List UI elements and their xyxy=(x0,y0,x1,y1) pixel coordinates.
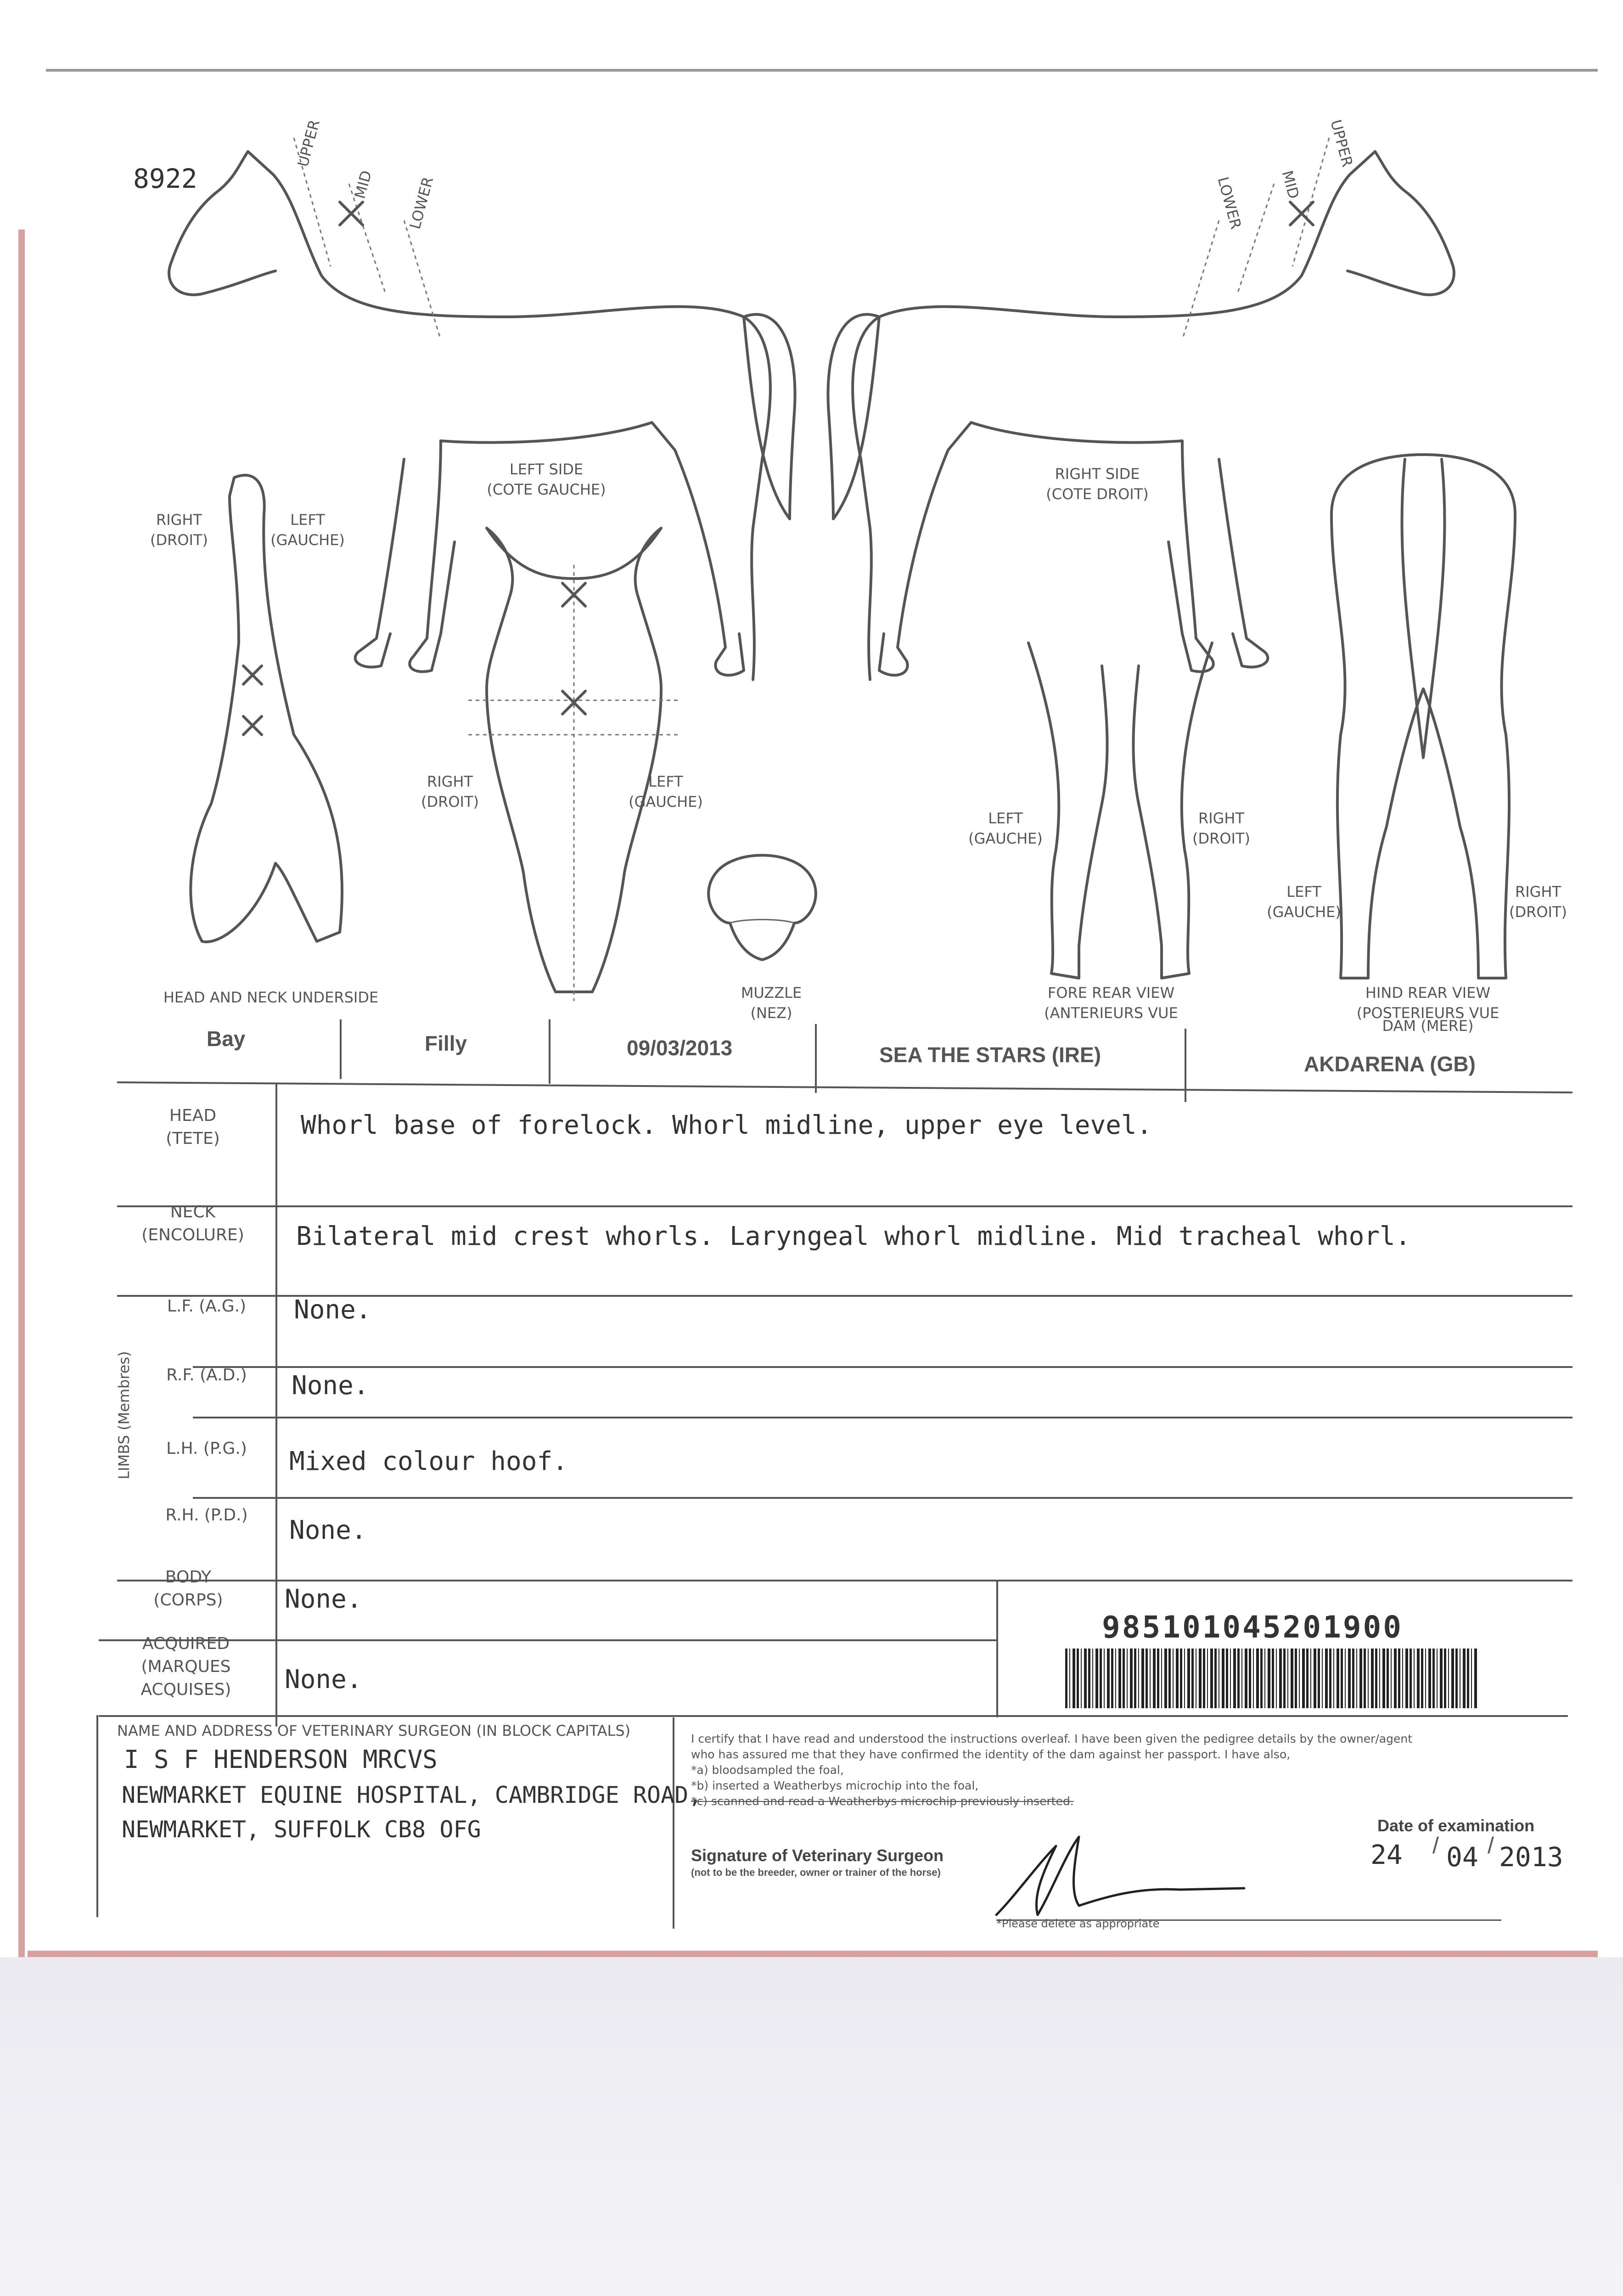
label-underside-right: RIGHT (DROIT) xyxy=(150,511,208,549)
vet-divider xyxy=(673,1717,674,1929)
rf-label: R.F. (A.D.) xyxy=(166,1366,247,1384)
label-upper: UPPER xyxy=(294,118,324,169)
label-lower: LOWER xyxy=(406,175,437,231)
microchip-barcode xyxy=(1065,1649,1478,1708)
table-top-line xyxy=(117,1081,1572,1093)
colour-value: Bay xyxy=(207,1027,246,1051)
label-mid-right: MID xyxy=(1278,169,1303,201)
neck-label: NECK (ENCOLURE) xyxy=(141,1203,244,1244)
head-markings: Whorl base of forelock. Whorl midline, upper eye level. xyxy=(301,1110,1152,1140)
head-label: HEAD (TETE) xyxy=(166,1106,220,1148)
acquired-markings: None. xyxy=(285,1665,362,1694)
body-box-right xyxy=(996,1580,998,1717)
cert-option-c: *c) scanned and read a Weatherbys microchip previously inserted. xyxy=(691,1795,1074,1808)
vet-line-3: NEWMARKET, SUFFOLK CB8 OFG xyxy=(122,1816,481,1843)
label-dam: DAM (MERE) xyxy=(1382,1017,1474,1035)
microchip-number: 985101045201900 xyxy=(1102,1609,1404,1645)
label-right-side: RIGHT SIDE (COTE DROIT) xyxy=(1046,465,1149,503)
right-side-horse-diagram xyxy=(828,152,1454,680)
cert-option-a: *a) bloodsampled the foal, xyxy=(691,1763,844,1777)
vet-line-1: I S F HENDERSON MRCVS xyxy=(124,1745,438,1774)
cert-line-2: who has assured me that they have confirmed the identity of the dam against her passport. I have also, xyxy=(691,1748,1291,1761)
rh-label: R.H. (P.D.) xyxy=(165,1506,248,1525)
neck-section-guides xyxy=(294,138,1329,340)
face-front-diagram xyxy=(468,528,680,1001)
cert-option-b: *b) inserted a Weatherbys microchip into the foal, xyxy=(691,1779,979,1792)
date-label: Date of examination xyxy=(1377,1816,1535,1835)
signature-note: (not to be the breeder, owner or trainer of the horse) xyxy=(691,1867,941,1878)
form-number: 8922 xyxy=(133,163,197,194)
date-month: 04 xyxy=(1446,1841,1478,1873)
rf-markings: None. xyxy=(292,1371,369,1401)
label-hind-rear-view: HIND REAR VIEW (POSTERIEURS VUE xyxy=(1356,984,1499,1022)
label-mid: MID xyxy=(351,169,376,201)
label-underside-left: LEFT (GAUCHE) xyxy=(270,511,345,549)
date-day: 24 xyxy=(1370,1839,1403,1870)
label-fore-rear-view: FORE REAR VIEW (ANTERIEURS VUE xyxy=(1044,984,1178,1022)
label-face-right: RIGHT (DROIT) xyxy=(421,773,479,810)
body-label: BODY (CORPS) xyxy=(153,1568,223,1609)
label-fore-right: RIGHT (DROIT) xyxy=(1192,810,1250,847)
scan-bottom-edge xyxy=(28,1951,1598,1957)
table-label-divider xyxy=(275,1084,277,1727)
label-muzzle: MUZZLE (NEZ) xyxy=(741,984,802,1022)
rf-row-line xyxy=(193,1417,1572,1418)
label-head-neck-underside: HEAD AND NECK UNDERSIDE xyxy=(163,989,379,1006)
vet-left-border xyxy=(96,1715,98,1917)
lh-markings: Mixed colour hoof. xyxy=(289,1446,568,1476)
id-divider-1 xyxy=(340,1019,342,1079)
date-sep-1: / xyxy=(1432,1833,1439,1858)
rh-row-line xyxy=(117,1580,1572,1581)
cert-line-1: I certify that I have read and understood the instructions overleaf. I have been given the pedigree details by the owner/agent xyxy=(691,1732,1413,1745)
vet-top-line xyxy=(99,1715,1568,1717)
label-face-left: LEFT (GAUCHE) xyxy=(629,773,703,810)
body-markings: None. xyxy=(285,1584,362,1614)
signature-label: Signature of Veterinary Surgeon xyxy=(691,1846,944,1865)
vet-line-2: NEWMARKET EQUINE HOSPITAL, CAMBRIDGE ROAD, xyxy=(122,1782,702,1808)
vet-header: NAME AND ADDRESS OF VETERINARY SURGEON (IN BLOCK CAPITALS) xyxy=(117,1722,631,1739)
left-side-horse-diagram xyxy=(169,152,795,680)
scan-bottom-shadow xyxy=(0,1957,1623,2296)
delete-note: *Please delete as appropriate xyxy=(996,1917,1160,1930)
dam-value: AKDARENA (GB) xyxy=(1304,1052,1476,1076)
id-divider-4 xyxy=(1185,1029,1186,1102)
dob-value: 09/03/2013 xyxy=(627,1036,733,1060)
lf-markings: None. xyxy=(294,1295,371,1325)
rh-markings: None. xyxy=(289,1515,367,1545)
lh-label: L.H. (P.G.) xyxy=(166,1439,247,1458)
lh-row-line xyxy=(193,1497,1572,1499)
lf-row-line xyxy=(193,1366,1572,1368)
date-sep-2: / xyxy=(1488,1833,1494,1858)
label-left-side: LEFT SIDE (COTE GAUCHE) xyxy=(487,461,606,498)
id-divider-2 xyxy=(549,1019,550,1084)
lf-label: L.F. (A.G.) xyxy=(167,1297,247,1316)
neck-markings: Bilateral mid crest whorls. Laryngeal whorl midline. Mid tracheal whorl. xyxy=(296,1221,1411,1251)
cert-text xyxy=(691,1731,1412,1809)
acquired-label: ACQUIRED (MARQUES ACQUISES) xyxy=(140,1634,231,1699)
label-hind-right: RIGHT (DROIT) xyxy=(1509,883,1567,921)
hind-rear-view-diagram xyxy=(1331,455,1515,978)
label-upper-right: UPPER xyxy=(1327,118,1357,169)
label-hind-left: LEFT (GAUCHE) xyxy=(1267,883,1341,921)
identification-diagrams xyxy=(0,0,1623,1038)
muzzle-diagram xyxy=(708,855,816,960)
limbs-label: LIMBS (Membres) xyxy=(115,1351,133,1480)
id-divider-3 xyxy=(815,1024,817,1093)
label-lower-right: LOWER xyxy=(1214,175,1245,231)
head-row-line xyxy=(117,1205,1572,1207)
label-fore-left: LEFT (GAUCHE) xyxy=(968,810,1043,847)
vet-signature xyxy=(987,1828,1309,1929)
sex-value: Filly xyxy=(425,1031,467,1055)
date-year: 2013 xyxy=(1499,1841,1563,1873)
sire-value: SEA THE STARS (IRE) xyxy=(879,1043,1101,1067)
